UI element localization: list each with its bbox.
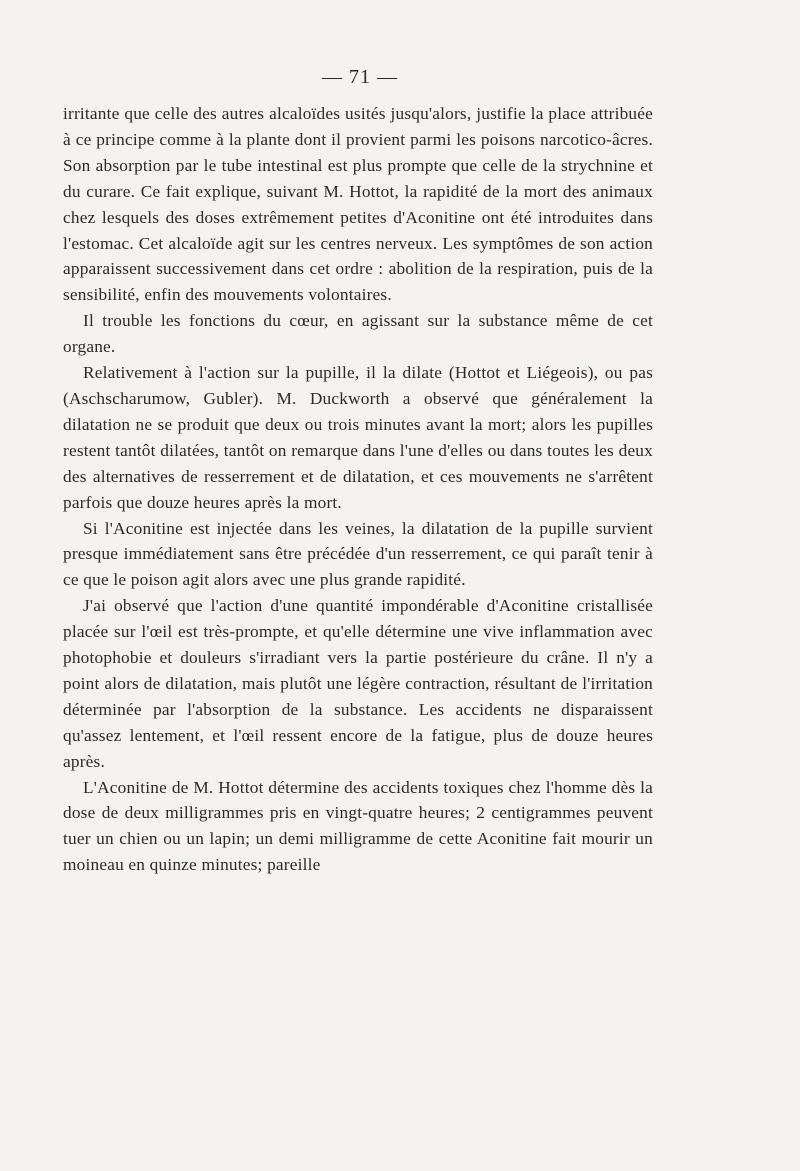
paragraph: L'Aconitine de M. Hottot détermine des accidents toxiques chez l'homme dès la dose de deux milligrammes pris en vingt-quatre heures; 2 centigrammes peuvent tuer un chien ou un lapin; un demi milligramme de cette Aconitine fait mourir un moineau en quinze minutes; pareille <box>63 777 653 875</box>
paragraph: Si l'Aconitine est injectée dans les veines, la dilatation de la pupille survient presque immédiatement sans être précédée d'un resserrement, ce qui paraît tenir à ce que le poison agit alors avec une plus grande rapidité. <box>63 518 653 590</box>
paragraph-continuation: irritante que celle des autres alcaloïdes usités jusqu'alors, justifie la place attribuée à ce principe comme à la plante dont il provient parmi les poisons narcotico-âcres. Son absorption par le tube intestinal est plus prompte que celle de la strychnine et du curare. Ce fait explique, suivant M. Hottot, la rapidité de la mort des animaux chez lesquels des doses extrêmement petites d'Aconitine ont été introduites dans l'estomac. Cet alcaloïde agit sur les centres nerveux. Les symptômes de son action apparaissent successivement dans cet ordre : abolition de la respiration, puis de la sensibilité, enfin des mouvements volontaires. <box>63 104 653 305</box>
body-text <box>63 101 653 878</box>
paragraph: Relativement à l'action sur la pupille, il la dilate (Hottot et Liégeois), ou pas (Aschscharumow, Gubler). M. Duckworth a observé que généralement la dilatation ne se produit que deux ou trois minutes avant la mort; alors les pupilles restent tantôt dilatées, tantôt on remarque dans l'une d'elles ou dans toutes les deux des alternatives de resserrement et de dilatation, et ces mouvements ne s'arrêtent parfois que douze heures après la mort. <box>63 363 653 512</box>
page-number: — 71 — <box>322 66 398 88</box>
paragraph: Il trouble les fonctions du cœur, en agissant sur la substance même de cet organe. <box>63 311 653 357</box>
paragraph: J'ai observé que l'action d'une quantité impondérable d'Aconitine cristallisée placée sur l'œil est très-prompte, et qu'elle détermine une vive inflammation avec photophobie et douleurs s'irradiant vers la partie postérieure du crâne. Il n'y a point alors de dilatation, mais plutôt une légère contraction, résultant de l'irritation déterminée par l'absorption de la substance. Les accidents ne disparaissent qu'assez lentement, et l'œil ressent encore de la fatigue, plus de douze heures après. <box>63 596 653 771</box>
